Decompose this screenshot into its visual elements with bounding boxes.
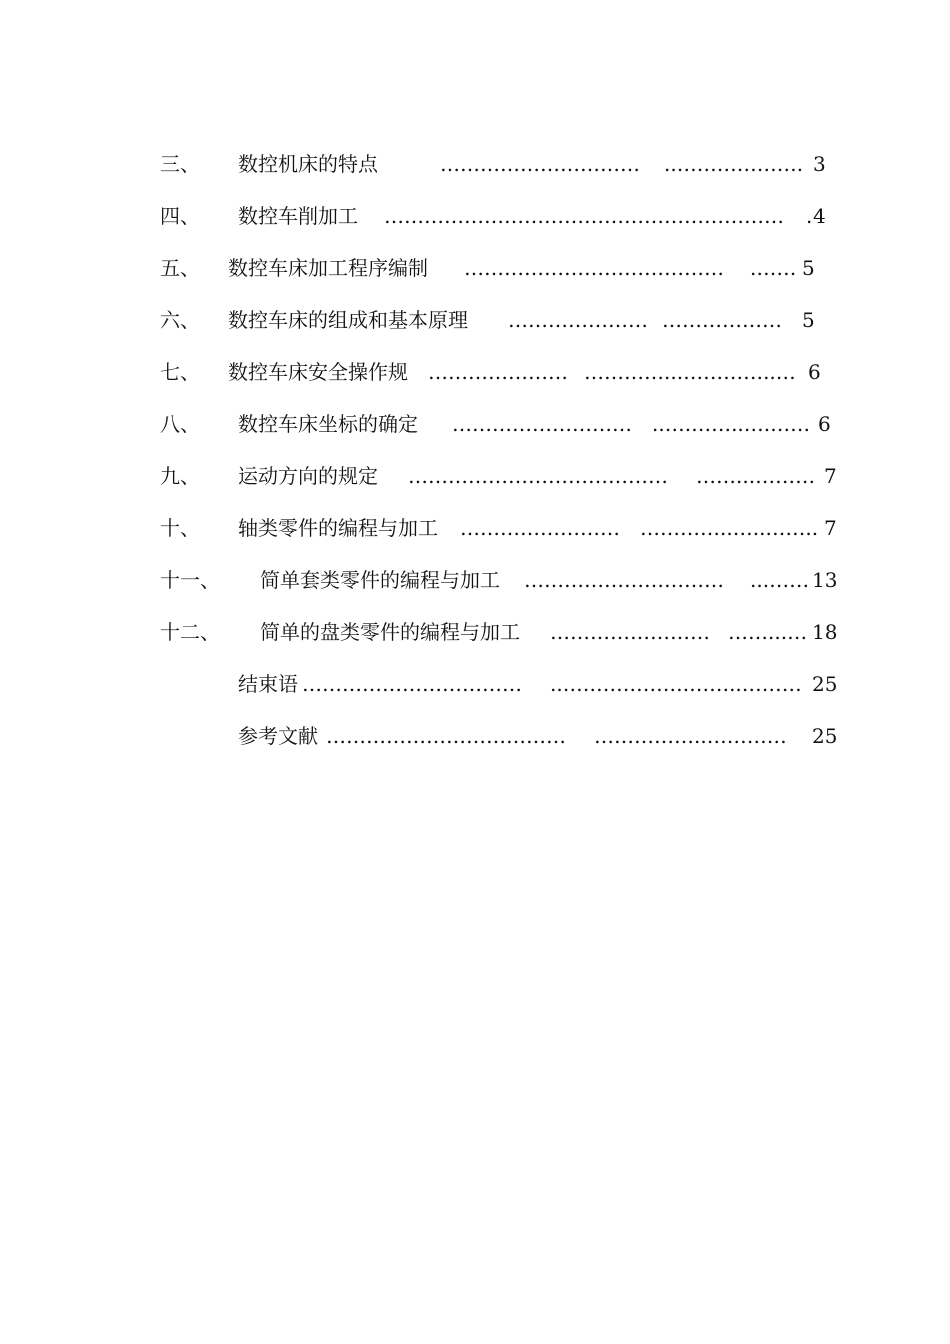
toc-entry-leader: ………………………… [440,152,640,176]
toc-entry-title: 简单套类零件的编程与加工 [260,568,500,592]
toc-entry-page: 25 [812,672,838,696]
toc-entry[interactable] [0,721,950,751]
toc-entry-number: 四、 [160,204,200,228]
toc-entry-leader: ………………………………… [408,464,668,488]
toc-entry-leader-tail: ...…… [750,568,810,592]
toc-entry-page: 5 [802,308,815,332]
toc-entry-title: 轴类零件的编程与加工 [238,516,438,540]
toc-entry[interactable] [0,409,950,439]
toc-entry-leader-tail: ……...… [728,620,808,644]
toc-entry[interactable] [0,149,950,179]
toc-entry-title: 数控车床的组成和基本原理 [228,308,468,332]
toc-entry-page: 5 [802,256,815,280]
toc-entry-page: 6 [808,360,821,384]
toc-entry-title: 结束语 [238,672,298,696]
toc-entry-title: 数控车削加工 [238,204,358,228]
toc-entry-page: 18 [812,620,838,644]
toc-entry-leader-tail: …………..…..…….. [640,516,819,540]
toc-entry[interactable] [0,565,950,595]
toc-entry[interactable] [0,669,950,699]
toc-entry-page: 6 [818,412,831,436]
toc-entry-leader-tail: ……...……… [696,464,816,488]
toc-entry-title: 数控车床安全操作规 [228,360,408,384]
toc-entry-number: 八、 [160,412,200,436]
toc-entry[interactable] [0,513,950,543]
toc-entry[interactable] [0,253,950,283]
toc-entry-leader: ………………………… [524,568,724,592]
toc-entry-leader-tail: ……………..………… [594,724,787,748]
toc-entry[interactable] [0,617,950,647]
toc-entry-number: 十一、 [160,568,220,592]
toc-entry-leader: …………………… [550,620,710,644]
toc-entry-leader-tail: .…… [750,256,797,280]
toc-entry-page: 7 [824,464,837,488]
toc-entry-leader: ……………………………… [326,724,566,748]
toc-entry-leader-tail: . [806,204,813,228]
toc-entry-leader: …………………… [460,516,620,540]
toc-entry-page: 25 [812,724,838,748]
toc-entry-leader-tail: ..………………. [664,152,804,176]
toc-entry-page: 7 [824,516,837,540]
toc-entry-page: 3 [813,152,826,176]
toc-entry-page: 13 [812,568,838,592]
toc-entry-number: 七、 [160,360,200,384]
toc-entry-leader: …………………………………………………… [384,204,784,228]
toc-entry-title: 数控车床加工程序编制 [228,256,428,280]
toc-entry-number: 五、 [160,256,200,280]
toc-entry-number: 三、 [160,152,200,176]
toc-entry-leader: ………………… [508,308,648,332]
toc-entry-leader-tail: ……………… [662,308,782,332]
toc-entry-title: 参考文献 [238,724,318,748]
toc-entry-leader: ……………………… [452,412,632,436]
toc-entry-leader-tail: ..……………….……..……… [550,672,802,696]
toc-entry[interactable] [0,461,950,491]
toc-entry-leader-tail: …………...…………..… [584,360,796,384]
toc-entry-number: 十二、 [160,620,220,644]
toc-entry-number: 九、 [160,464,200,488]
toc-entry[interactable] [0,201,950,231]
toc-entry[interactable] [0,357,950,387]
toc-entry-leader: ………………… [428,360,568,384]
toc-entry-page: 4 [813,204,826,228]
toc-entry-title: 简单的盘类零件的编程与加工 [260,620,520,644]
toc-entry-leader: ………………………………… [464,256,724,280]
toc-entry-title: 运动方向的规定 [238,464,378,488]
toc-entry-number: 六、 [160,308,200,332]
toc-entry-leader: …………………………… [302,672,522,696]
toc-entry-title: 数控机床的特点 [238,152,378,176]
toc-entry-leader-tail: ..….……..….…… [652,412,811,436]
toc-entry[interactable] [0,305,950,335]
toc-entry-number: 十、 [160,516,200,540]
toc-entry-title: 数控车床坐标的确定 [238,412,418,436]
